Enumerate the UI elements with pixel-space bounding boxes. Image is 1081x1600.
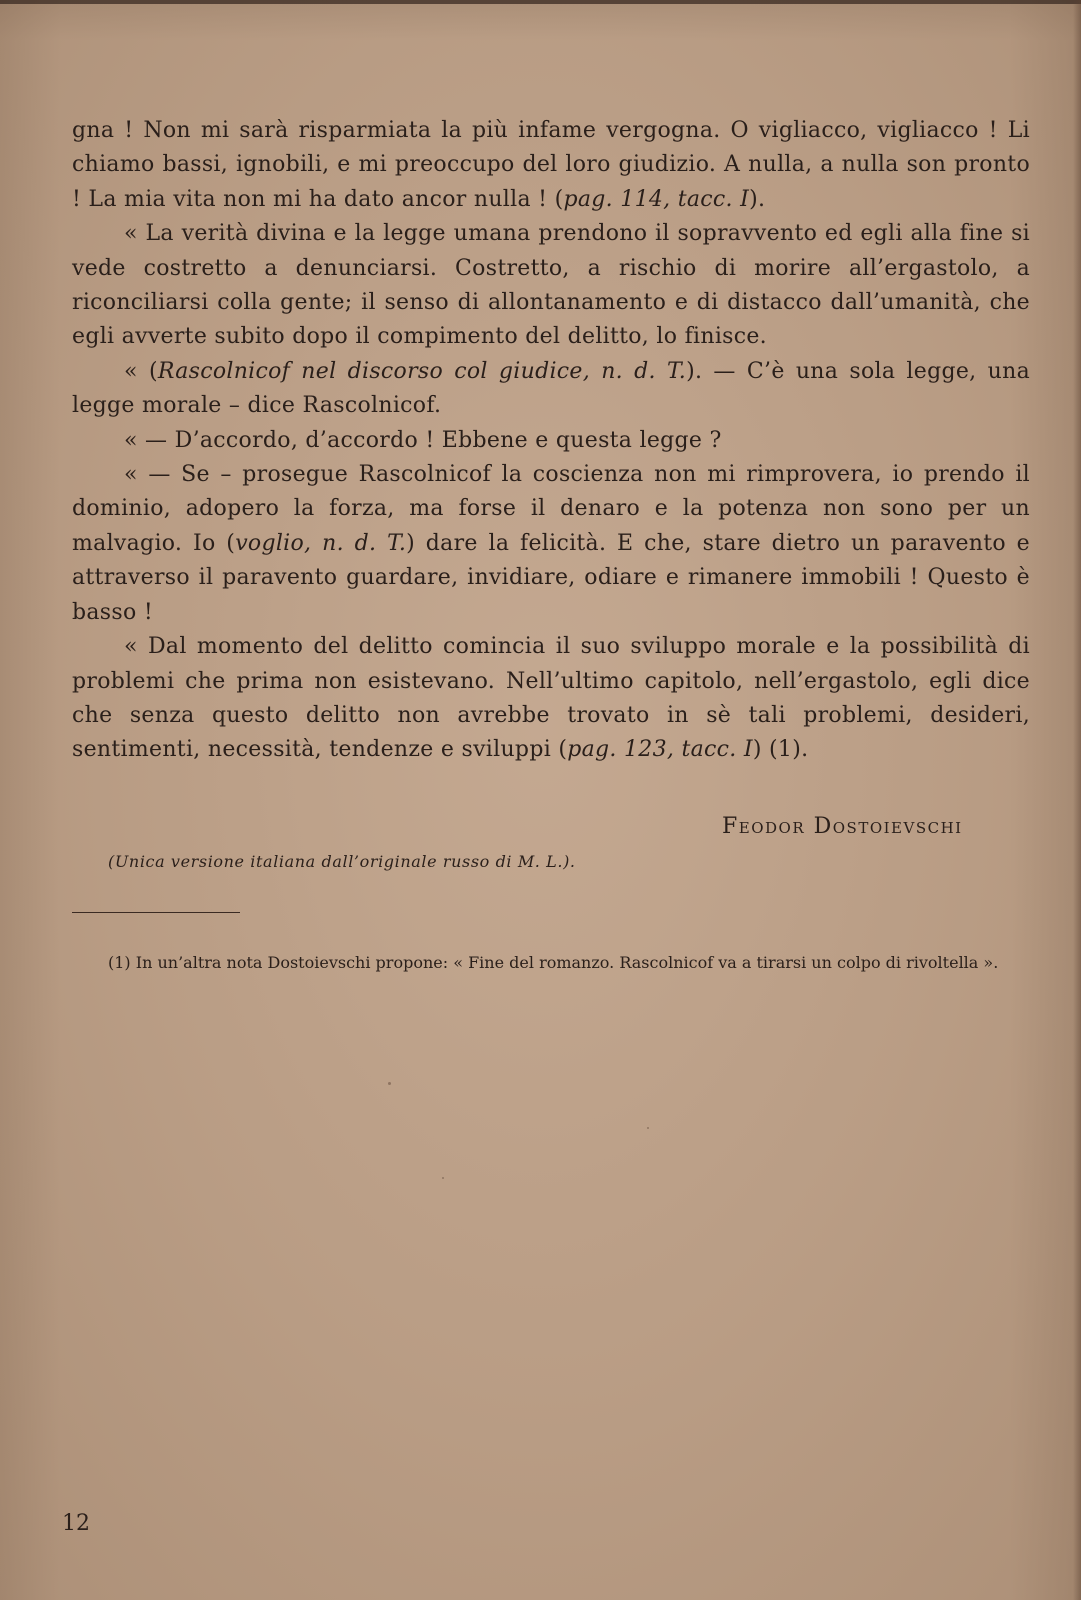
paragraph-text: ) dare la felicità. E che, stare dietro un paravento e attraverso il paravento guardare, invidiare, odiare e rimanere immobili ! Questo è basso !: [72, 530, 1031, 625]
translator-note: (Unica versione italiana dall’originale russo di M. L.).: [108, 852, 576, 871]
paragraph-text: « — Se – prosegue Rascolnicof la coscienza non mi rimprovera, io prendo il dominio, adopero la forza, ma forse il denaro e la potenza non sono per un malvagio. Io (: [72, 462, 1030, 556]
paragraph-text: « (: [124, 358, 158, 384]
page-right-edge: [1073, 0, 1081, 1600]
body-paragraph: [72, 458, 1030, 630]
body-paragraph: [72, 355, 1030, 424]
italic-reference: voglio, n. d. T.: [235, 530, 407, 556]
page-number: 12: [62, 1511, 90, 1536]
footnote: (1) In un’altra nota Dostoievschi propone: « Fine del romanzo. Rascolnicof va a tirarsi un colpo di rivoltella ».: [108, 953, 999, 972]
italic-reference: pag. 123, tacc. I: [567, 737, 753, 763]
paragraph-text: « Dal momento del delitto comincia il suo sviluppo morale e la possibilità di problemi che prima non esistevano. Nell’ultimo capitolo, nell’ergastolo, egli dice che senza questo delitto non avrebbe trovato in sè tali problemi, desideri, sentimenti, necessità, tendenze e sviluppi (: [72, 634, 1030, 763]
paragraph-text: ). — C’è una sola legge, una legge morale – dice Rascolnicof.: [72, 358, 1030, 419]
italic-reference: pag. 114, tacc. I: [563, 186, 750, 212]
italic-reference: Rascolnicof nel discorso col giudice, n. d. T.: [157, 358, 687, 384]
body-paragraph: [72, 424, 1030, 458]
paragraph-text: ).: [749, 186, 766, 212]
page-top-edge: [0, 0, 1081, 4]
paper-speck: [388, 1082, 391, 1085]
body-paragraph: [72, 217, 1030, 355]
footnote-divider: [72, 912, 240, 913]
paper-speck: [442, 1177, 444, 1179]
paper-speck: [647, 1127, 649, 1129]
paragraph-text: « — D’accordo, d’accordo ! Ebbene e questa legge ?: [124, 427, 722, 453]
body-paragraph: [72, 630, 1030, 768]
author-signature: Feodor Dostoievschi: [722, 814, 963, 839]
body-text: [72, 114, 1030, 768]
paragraph-text: gna ! Non mi sarà risparmiata la più infame vergogna. O vigliacco, vigliacco ! Li chiamo bassi, ignobili, e mi preoccupo del loro giudizio. A nulla, a nulla son pronto ! La mia vita non mi ha dato ancor nulla ! (: [72, 118, 1030, 212]
paragraph-text: ) (1).: [752, 737, 809, 763]
body-paragraph: [72, 114, 1030, 217]
paragraph-text: « La verità divina e la legge umana prendono il sopravvento ed egli alla fine si vede costretto a denunciarsi. Costretto, a rischio di morire all’ergastolo, a riconciliarsi colla gente; il senso di allontanamento e di distacco dall’umanità, che egli avverte subito dopo il compimento del delitto, lo finisce.: [72, 221, 1030, 350]
